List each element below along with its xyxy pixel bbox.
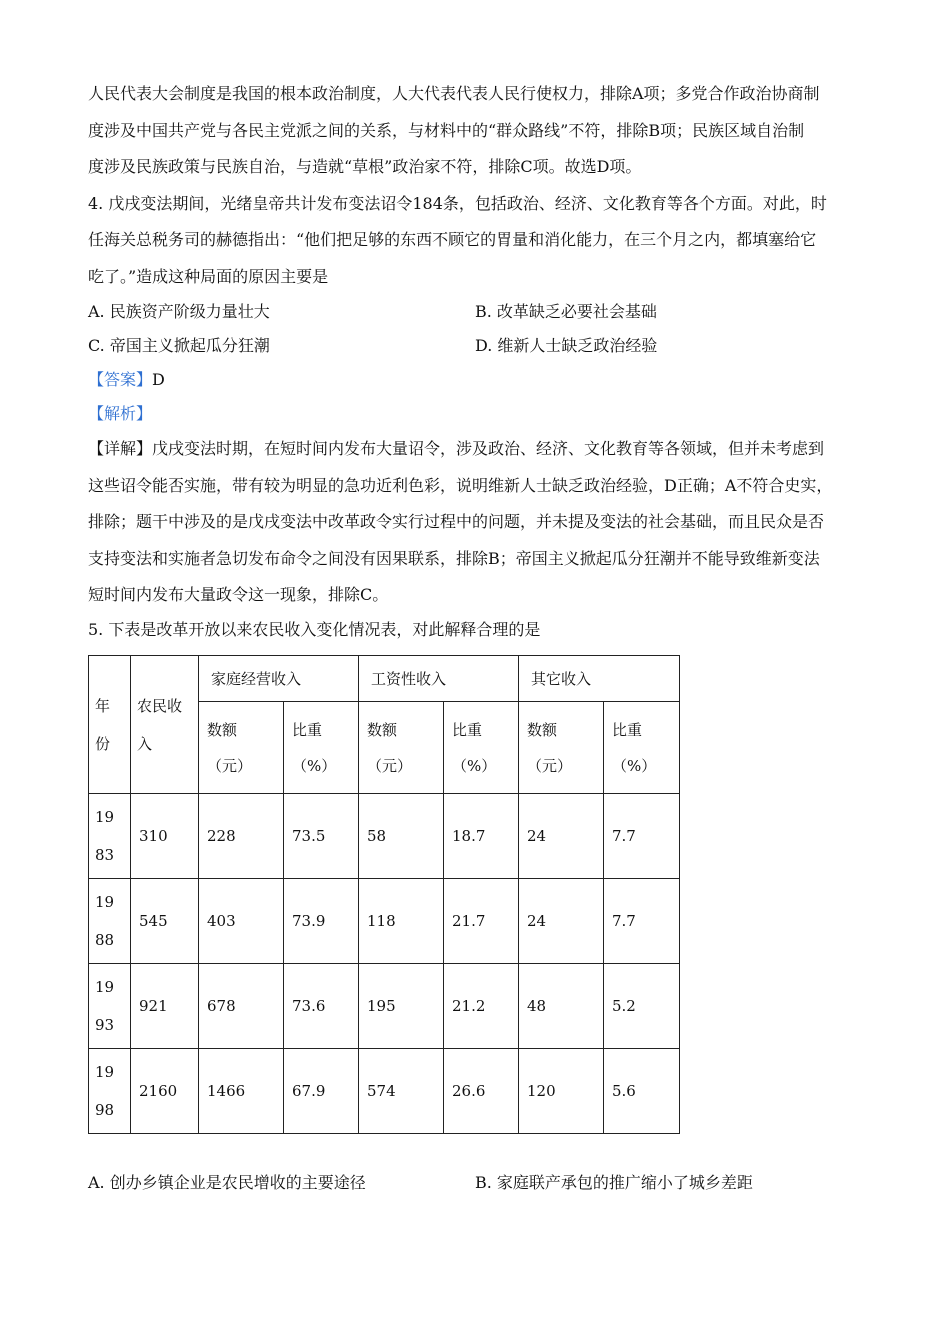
question-4	[88, 186, 868, 614]
year-part: 19	[95, 893, 115, 911]
header-text: 比重	[612, 720, 643, 739]
year-part: 98	[95, 1101, 115, 1119]
document-page	[88, 76, 868, 646]
amount-header	[199, 702, 284, 794]
option-a: A. 民族资产阶级力量壮大	[88, 302, 270, 321]
table-cell: 228	[199, 794, 284, 879]
header-text: 农民收	[137, 696, 183, 715]
answer-line	[88, 363, 868, 397]
table-cell: 574	[359, 1049, 444, 1134]
text-line: 人民代表大会制度是我国的根本政治制度，人大代表代表人民行使权力，排除A项；多党合作政治协商制	[88, 84, 820, 103]
header-text: （%）	[612, 756, 657, 775]
question-stem-line: 任海关总税务司的赫德指出：“他们把足够的东西不顾它的胃量和消化能力，在三个月之内，都填塞给它	[88, 230, 817, 249]
year-part: 19	[95, 808, 115, 826]
options-row	[88, 295, 868, 329]
detail-line: 短时间内发布大量政令这一现象，排除C。	[88, 585, 389, 604]
table-cell: 5.6	[604, 1049, 680, 1134]
group-header: 其它收入	[519, 656, 680, 702]
year-header	[89, 656, 131, 794]
table-cell: 1466	[199, 1049, 284, 1134]
group-header: 工资性收入	[359, 656, 519, 702]
text-line: 度涉及民族政策与民族自治，与造就“草根”政治家不符，排除C项。故选D项。	[88, 157, 642, 176]
detail-line	[88, 431, 868, 468]
answer-tag: 【答案】	[88, 370, 153, 389]
year-part: 83	[95, 846, 115, 864]
table-cell: 24	[519, 879, 604, 964]
previous-explanation	[88, 76, 868, 186]
analysis-line	[88, 397, 868, 431]
year-part: 19	[95, 978, 115, 996]
table-cell: 195	[359, 964, 444, 1049]
detail-tag: 【详解】	[88, 439, 153, 458]
header-text: 份	[95, 734, 111, 753]
table-cell: 118	[359, 879, 444, 964]
table-cell: 18.7	[444, 794, 519, 879]
table-cell: 310	[131, 794, 199, 879]
detail-text: 戊戌变法时期，在短时间内发布大量诏令，涉及政治、经济、文化教育等各领域，但并未考虑到	[152, 439, 825, 458]
header-text: （%）	[452, 756, 497, 775]
header-text: （元）	[527, 756, 573, 775]
table-cell: 48	[519, 964, 604, 1049]
table-cell: 2160	[131, 1049, 199, 1134]
analysis-tag: 【解析】	[88, 404, 153, 423]
year-part: 88	[95, 931, 115, 949]
table-cell: 7.7	[604, 794, 680, 879]
table-cell: 73.5	[284, 794, 359, 879]
table-cell: 73.9	[284, 879, 359, 964]
option-c: C. 帝国主义掀起瓜分狂潮	[88, 336, 270, 355]
year-part: 93	[95, 1016, 115, 1034]
table-cell: 7.7	[604, 879, 680, 964]
detail-line: 这些诏令能否实施，带有较为明显的急功近利色彩，说明维新人士缺乏政治经验，D正确；A不符合史实，	[88, 475, 833, 495]
option-b: B. 家庭联产承包的推广缩小了城乡差距	[475, 1173, 753, 1192]
ratio-header	[604, 702, 680, 794]
header-text: 比重	[292, 720, 323, 739]
income-header	[131, 656, 199, 794]
header-text: 数额	[367, 720, 398, 739]
year-cell	[89, 794, 131, 879]
table-cell: 545	[131, 879, 199, 964]
table-cell: 24	[519, 794, 604, 879]
table-cell: 921	[131, 964, 199, 1049]
table-cell: 73.6	[284, 964, 359, 1049]
table-cell: 67.9	[284, 1049, 359, 1134]
table-cell: 120	[519, 1049, 604, 1134]
table-row	[89, 1049, 680, 1134]
table-cell: 58	[359, 794, 444, 879]
table-cell: 678	[199, 964, 284, 1049]
year-cell	[89, 879, 131, 964]
year-cell	[89, 964, 131, 1049]
table-row	[89, 879, 680, 964]
ratio-header	[444, 702, 519, 794]
year-cell	[89, 1049, 131, 1134]
income-table	[88, 655, 680, 1134]
header-text: （元）	[207, 756, 253, 775]
option-b: B. 改革缺乏必要社会基础	[475, 302, 657, 321]
question-5-stem: 5. 下表是改革开放以来农民收入变化情况表，对此解释合理的是	[88, 619, 541, 639]
group-header: 家庭经营收入	[199, 656, 359, 702]
q5-options-row	[88, 1166, 868, 1200]
table-cell: 403	[199, 879, 284, 964]
header-text: 入	[137, 734, 153, 753]
answer-value: D	[152, 370, 165, 389]
option-a: A. 创办乡镇企业是农民增收的主要途径	[88, 1173, 366, 1192]
header-text: 数额	[527, 720, 558, 739]
question-stem-line: 吃了。”造成这种局面的原因主要是	[88, 266, 329, 286]
table-row	[89, 794, 680, 879]
ratio-header	[284, 702, 359, 794]
table-cell: 5.2	[604, 964, 680, 1049]
year-part: 19	[95, 1063, 115, 1081]
header-text: 比重	[452, 720, 483, 739]
option-d: D. 维新人士缺乏政治经验	[475, 336, 658, 355]
options-row	[88, 329, 868, 363]
text-line: 度涉及中国共产党与各民主党派之间的关系，与材料中的“群众路线”不符，排除B项；民族区域自治制	[88, 120, 805, 140]
table-cell: 21.2	[444, 964, 519, 1049]
header-text: （元）	[367, 756, 413, 775]
amount-header	[519, 702, 604, 794]
header-text: 年	[95, 696, 111, 715]
table-cell: 26.6	[444, 1049, 519, 1134]
question-stem-line: 4. 戊戌变法期间，光绪皇帝共计发布变法诏令184条，包括政治、经济、文化教育等各个方面。对此，时	[88, 193, 827, 213]
amount-header	[359, 702, 444, 794]
header-text: （%）	[292, 756, 337, 775]
detail-line: 排除；题干中涉及的是戊戌变法中改革政令实行过程中的问题，并未提及变法的社会基础，而且民众是否	[88, 512, 825, 531]
header-text: 数额	[207, 720, 238, 739]
table-row	[89, 964, 680, 1049]
table-cell: 21.7	[444, 879, 519, 964]
detail-line: 支持变法和实施者急切发布命令之间没有因果联系，排除B；帝国主义掀起瓜分狂潮并不能导致维新变法	[88, 548, 820, 568]
